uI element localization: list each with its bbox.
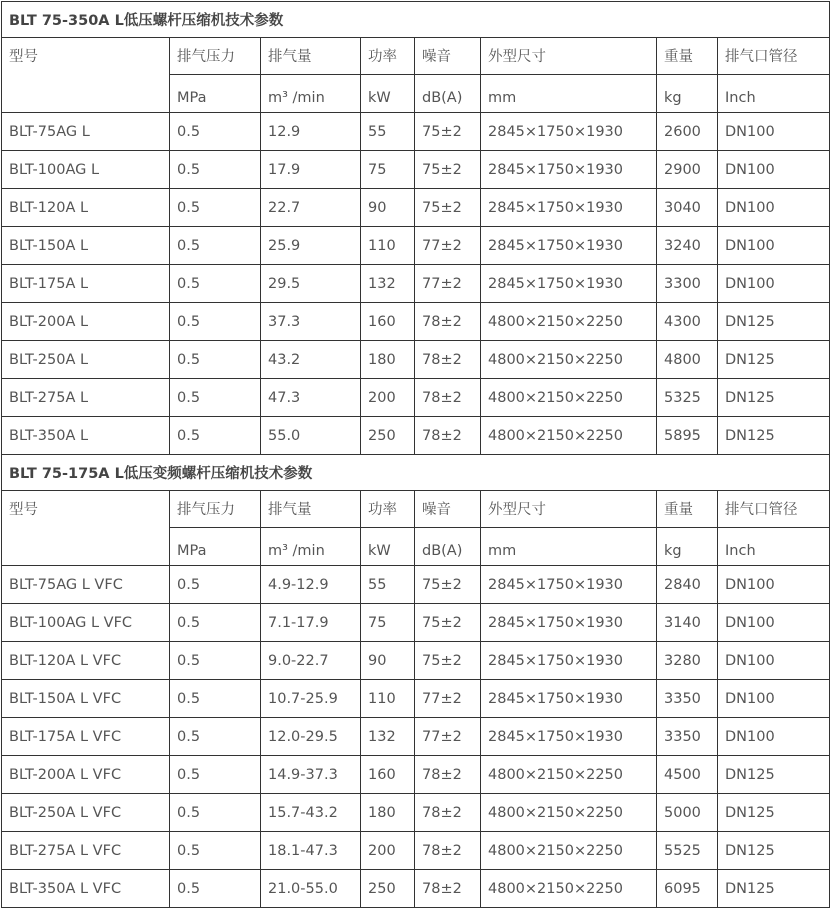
value-cell: 22.7 [261, 189, 361, 227]
value-cell: 5000 [657, 794, 718, 832]
value-cell: 75±2 [415, 566, 481, 604]
column-header: 排气压力 [170, 38, 261, 75]
value-cell: DN100 [718, 566, 830, 604]
value-cell: DN125 [718, 417, 830, 455]
value-cell: 4.9-12.9 [261, 566, 361, 604]
value-cell: 180 [361, 341, 415, 379]
value-cell: 14.9-37.3 [261, 756, 361, 794]
value-cell: 78±2 [415, 379, 481, 417]
table-row [2, 417, 830, 455]
column-header: 噪音 [415, 38, 481, 75]
value-cell: 0.5 [170, 566, 261, 604]
value-cell: 0.5 [170, 151, 261, 189]
section-title-row [2, 2, 830, 38]
column-header: 排气口管径 [718, 491, 830, 528]
value-cell: 78±2 [415, 341, 481, 379]
value-cell: DN125 [718, 379, 830, 417]
model-cell: BLT-250A L VFC [2, 794, 170, 832]
value-cell: 0.5 [170, 303, 261, 341]
value-cell: 0.5 [170, 680, 261, 718]
unit-cell: MPa [170, 75, 261, 113]
spec-table [1, 1, 830, 908]
value-cell: 4800×2150×2250 [481, 417, 657, 455]
value-cell: 2845×1750×1930 [481, 604, 657, 642]
table-row [2, 604, 830, 642]
value-cell: 55.0 [261, 417, 361, 455]
value-cell: 0.5 [170, 227, 261, 265]
unit-cell: Inch [718, 75, 830, 113]
value-cell: 132 [361, 265, 415, 303]
unit-cell: Inch [718, 528, 830, 566]
value-cell: 17.9 [261, 151, 361, 189]
table-row [2, 379, 830, 417]
section-title: BLT 75-175A L低压变频螺杆压缩机技术参数 [2, 455, 830, 491]
value-cell: 75 [361, 604, 415, 642]
value-cell: 6095 [657, 870, 718, 908]
model-cell: BLT-250A L [2, 341, 170, 379]
value-cell: 0.5 [170, 604, 261, 642]
value-cell: 2845×1750×1930 [481, 113, 657, 151]
value-cell: 37.3 [261, 303, 361, 341]
value-cell: 75±2 [415, 604, 481, 642]
value-cell: 75±2 [415, 151, 481, 189]
column-header: 功率 [361, 38, 415, 75]
unit-cell: mm [481, 528, 657, 566]
column-header: 重量 [657, 38, 718, 75]
value-cell: DN125 [718, 341, 830, 379]
model-cell: BLT-200A L VFC [2, 756, 170, 794]
value-cell: 78±2 [415, 870, 481, 908]
value-cell: DN100 [718, 265, 830, 303]
value-cell: 78±2 [415, 832, 481, 870]
value-cell: 75±2 [415, 642, 481, 680]
value-cell: 4800×2150×2250 [481, 756, 657, 794]
table-row [2, 832, 830, 870]
value-cell: 2600 [657, 113, 718, 151]
value-cell: 0.5 [170, 870, 261, 908]
value-cell: DN100 [718, 680, 830, 718]
column-header: 重量 [657, 491, 718, 528]
value-cell: 0.5 [170, 189, 261, 227]
value-cell: 180 [361, 794, 415, 832]
value-cell: 4800×2150×2250 [481, 870, 657, 908]
value-cell: 2845×1750×1930 [481, 566, 657, 604]
value-cell: 78±2 [415, 303, 481, 341]
unit-cell: kW [361, 75, 415, 113]
value-cell: 0.5 [170, 718, 261, 756]
value-cell: DN125 [718, 303, 830, 341]
value-cell: DN100 [718, 151, 830, 189]
column-header: 排气口管径 [718, 38, 830, 75]
value-cell: 25.9 [261, 227, 361, 265]
table-row [2, 227, 830, 265]
value-cell: 110 [361, 680, 415, 718]
value-cell: 4500 [657, 756, 718, 794]
model-cell: BLT-175A L VFC [2, 718, 170, 756]
model-cell: BLT-175A L [2, 265, 170, 303]
model-cell: BLT-200A L [2, 303, 170, 341]
value-cell: 2845×1750×1930 [481, 680, 657, 718]
value-cell: 0.5 [170, 642, 261, 680]
unit-cell: mm [481, 75, 657, 113]
unit-cell: MPa [170, 528, 261, 566]
table-row [2, 303, 830, 341]
table-row [2, 265, 830, 303]
column-header: 功率 [361, 491, 415, 528]
value-cell: 90 [361, 642, 415, 680]
table-row [2, 113, 830, 151]
value-cell: 75±2 [415, 189, 481, 227]
value-cell: 90 [361, 189, 415, 227]
table-row [2, 680, 830, 718]
value-cell: 0.5 [170, 832, 261, 870]
value-cell: 12.0-29.5 [261, 718, 361, 756]
column-header-row [2, 491, 830, 528]
value-cell: 2845×1750×1930 [481, 189, 657, 227]
value-cell: 4800×2150×2250 [481, 794, 657, 832]
value-cell: 75 [361, 151, 415, 189]
value-cell: DN100 [718, 189, 830, 227]
value-cell: 78±2 [415, 417, 481, 455]
value-cell: 2845×1750×1930 [481, 642, 657, 680]
value-cell: 250 [361, 417, 415, 455]
value-cell: 15.7-43.2 [261, 794, 361, 832]
value-cell: 43.2 [261, 341, 361, 379]
value-cell: 9.0-22.7 [261, 642, 361, 680]
unit-cell: dB(A) [415, 528, 481, 566]
table-row [2, 341, 830, 379]
table-row [2, 189, 830, 227]
table-row [2, 756, 830, 794]
value-cell: 55 [361, 113, 415, 151]
column-header: 噪音 [415, 491, 481, 528]
value-cell: DN125 [718, 756, 830, 794]
column-header: 型号 [2, 491, 170, 566]
spec-table-body [2, 2, 830, 908]
value-cell: 77±2 [415, 227, 481, 265]
value-cell: 250 [361, 870, 415, 908]
section-title: BLT 75-350A L低压螺杆压缩机技术参数 [2, 2, 830, 38]
value-cell: 2845×1750×1930 [481, 718, 657, 756]
value-cell: DN100 [718, 718, 830, 756]
value-cell: 200 [361, 832, 415, 870]
value-cell: 47.3 [261, 379, 361, 417]
value-cell: 0.5 [170, 379, 261, 417]
unit-cell: m³ /min [261, 528, 361, 566]
value-cell: 4800×2150×2250 [481, 832, 657, 870]
value-cell: 21.0-55.0 [261, 870, 361, 908]
model-cell: BLT-150A L VFC [2, 680, 170, 718]
model-cell: BLT-120A L VFC [2, 642, 170, 680]
value-cell: 3300 [657, 265, 718, 303]
value-cell: DN100 [718, 227, 830, 265]
value-cell: 29.5 [261, 265, 361, 303]
value-cell: 77±2 [415, 265, 481, 303]
value-cell: 4800×2150×2250 [481, 379, 657, 417]
value-cell: 5895 [657, 417, 718, 455]
model-cell: BLT-275A L VFC [2, 832, 170, 870]
column-header: 外型尺寸 [481, 491, 657, 528]
unit-cell: kg [657, 75, 718, 113]
value-cell: 0.5 [170, 417, 261, 455]
value-cell: 2845×1750×1930 [481, 265, 657, 303]
value-cell: 4800×2150×2250 [481, 341, 657, 379]
value-cell: 12.9 [261, 113, 361, 151]
model-cell: BLT-350A L [2, 417, 170, 455]
column-header: 排气量 [261, 491, 361, 528]
value-cell: 4800×2150×2250 [481, 303, 657, 341]
value-cell: 0.5 [170, 341, 261, 379]
value-cell: 18.1-47.3 [261, 832, 361, 870]
model-cell: BLT-100AG L [2, 151, 170, 189]
value-cell: 3140 [657, 604, 718, 642]
table-row [2, 151, 830, 189]
value-cell: 77±2 [415, 718, 481, 756]
value-cell: 78±2 [415, 794, 481, 832]
value-cell: 2845×1750×1930 [481, 151, 657, 189]
value-cell: 3240 [657, 227, 718, 265]
table-row [2, 718, 830, 756]
value-cell: DN125 [718, 870, 830, 908]
value-cell: 160 [361, 303, 415, 341]
table-row [2, 642, 830, 680]
value-cell: 78±2 [415, 756, 481, 794]
section-title-row [2, 455, 830, 491]
column-header: 排气压力 [170, 491, 261, 528]
model-cell: BLT-75AG L VFC [2, 566, 170, 604]
model-cell: BLT-120A L [2, 189, 170, 227]
model-cell: BLT-350A L VFC [2, 870, 170, 908]
value-cell: 0.5 [170, 756, 261, 794]
model-cell: BLT-275A L [2, 379, 170, 417]
unit-cell: dB(A) [415, 75, 481, 113]
value-cell: 0.5 [170, 265, 261, 303]
value-cell: 10.7-25.9 [261, 680, 361, 718]
unit-cell: kg [657, 528, 718, 566]
value-cell: 3040 [657, 189, 718, 227]
table-row [2, 566, 830, 604]
value-cell: 0.5 [170, 794, 261, 832]
table-row [2, 870, 830, 908]
model-cell: BLT-75AG L [2, 113, 170, 151]
value-cell: 2900 [657, 151, 718, 189]
value-cell: 3280 [657, 642, 718, 680]
value-cell: 5325 [657, 379, 718, 417]
column-header: 外型尺寸 [481, 38, 657, 75]
unit-cell: kW [361, 528, 415, 566]
value-cell: 5525 [657, 832, 718, 870]
value-cell: 0.5 [170, 113, 261, 151]
value-cell: 7.1-17.9 [261, 604, 361, 642]
value-cell: 55 [361, 566, 415, 604]
value-cell: 4300 [657, 303, 718, 341]
value-cell: 132 [361, 718, 415, 756]
value-cell: 75±2 [415, 113, 481, 151]
table-row [2, 794, 830, 832]
model-cell: BLT-150A L [2, 227, 170, 265]
unit-cell: m³ /min [261, 75, 361, 113]
value-cell: DN100 [718, 113, 830, 151]
value-cell: 4800 [657, 341, 718, 379]
value-cell: 160 [361, 756, 415, 794]
value-cell: 2845×1750×1930 [481, 227, 657, 265]
value-cell: 110 [361, 227, 415, 265]
value-cell: 2840 [657, 566, 718, 604]
value-cell: 77±2 [415, 680, 481, 718]
model-cell: BLT-100AG L VFC [2, 604, 170, 642]
column-header: 排气量 [261, 38, 361, 75]
column-header-row [2, 38, 830, 75]
value-cell: 3350 [657, 718, 718, 756]
column-header: 型号 [2, 38, 170, 113]
value-cell: 3350 [657, 680, 718, 718]
value-cell: 200 [361, 379, 415, 417]
value-cell: DN125 [718, 832, 830, 870]
value-cell: DN100 [718, 642, 830, 680]
value-cell: DN100 [718, 604, 830, 642]
value-cell: DN125 [718, 794, 830, 832]
